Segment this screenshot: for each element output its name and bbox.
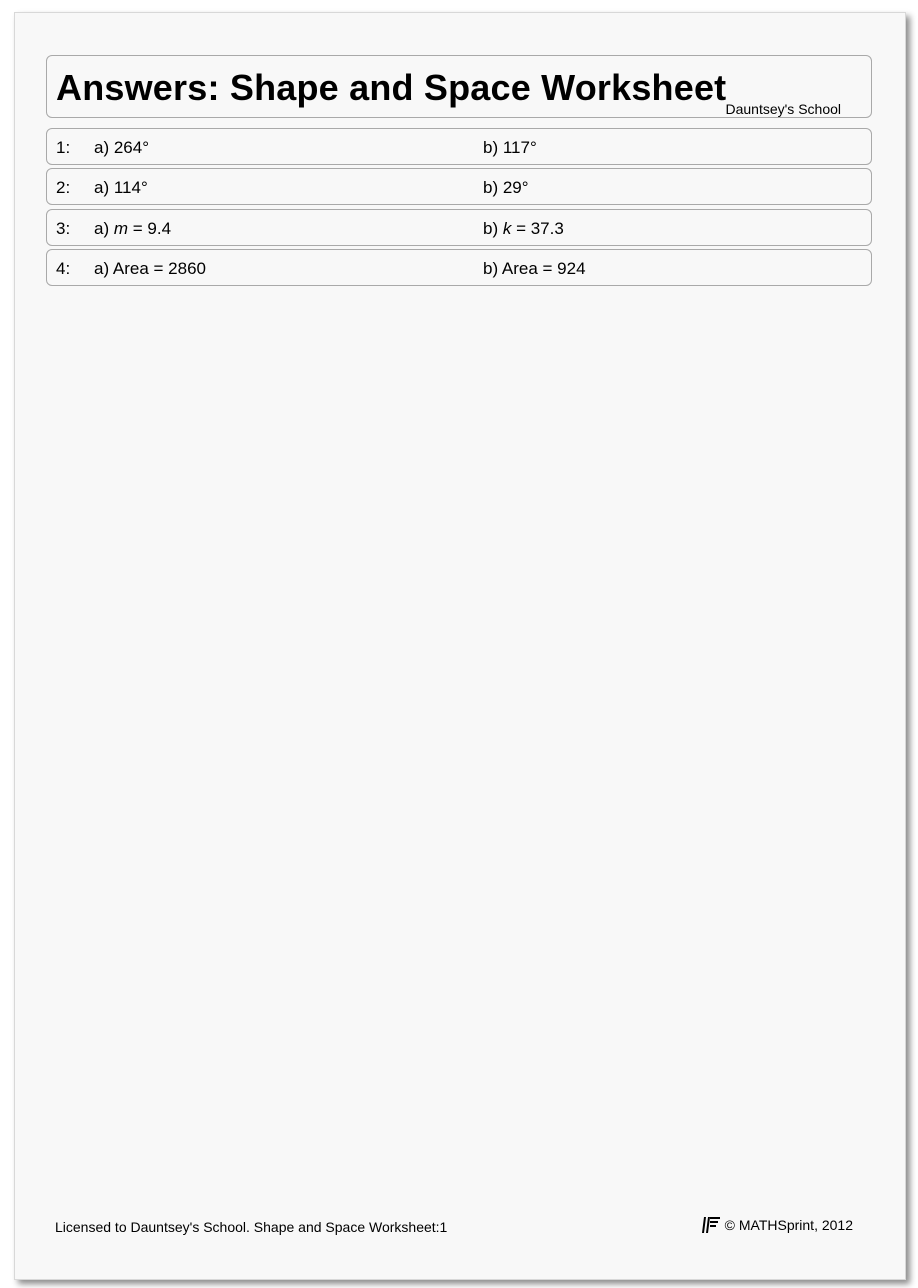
answer-value: = 9.4 [128, 219, 172, 238]
copyright-block [700, 1216, 853, 1234]
answer-part-a: a) 264° [94, 138, 150, 157]
answer-part-a: a) Area = 2860 [94, 259, 207, 278]
answer-part-b: b) 117° [483, 138, 537, 157]
answer-prefix: a) [94, 219, 114, 238]
answer-row-3 [46, 209, 872, 246]
answer-part-b [483, 219, 564, 239]
variable-k: k [502, 219, 512, 238]
copyright-text: © MATHSprint, 2012 [724, 1217, 853, 1233]
answer-part-a [94, 219, 171, 239]
question-number: 1: [56, 138, 71, 157]
question-number: 3: [56, 219, 71, 238]
title-box [46, 55, 872, 118]
answer-value: = 37.3 [511, 219, 564, 238]
page-title: Answers: Shape and Space Worksheet [56, 67, 727, 108]
question-number: 4: [56, 259, 71, 278]
answer-part-b: b) Area = 924 [483, 259, 586, 278]
worksheet-page [14, 12, 906, 1280]
question-number: 2: [56, 178, 71, 197]
school-name: Dauntsey's School [725, 101, 841, 117]
license-text: Licensed to Dauntsey's School. Shape and Space Worksheet:1 [55, 1219, 448, 1235]
answer-row-2 [46, 168, 872, 205]
answer-row-1 [46, 128, 872, 165]
answer-part-b: b) 29° [483, 178, 529, 197]
variable-m: m [113, 219, 129, 238]
answer-row-4 [46, 249, 872, 286]
answer-prefix: b) [483, 219, 503, 238]
answer-part-a: a) 114° [94, 178, 148, 197]
mathsprint-logo-icon [700, 1216, 722, 1234]
